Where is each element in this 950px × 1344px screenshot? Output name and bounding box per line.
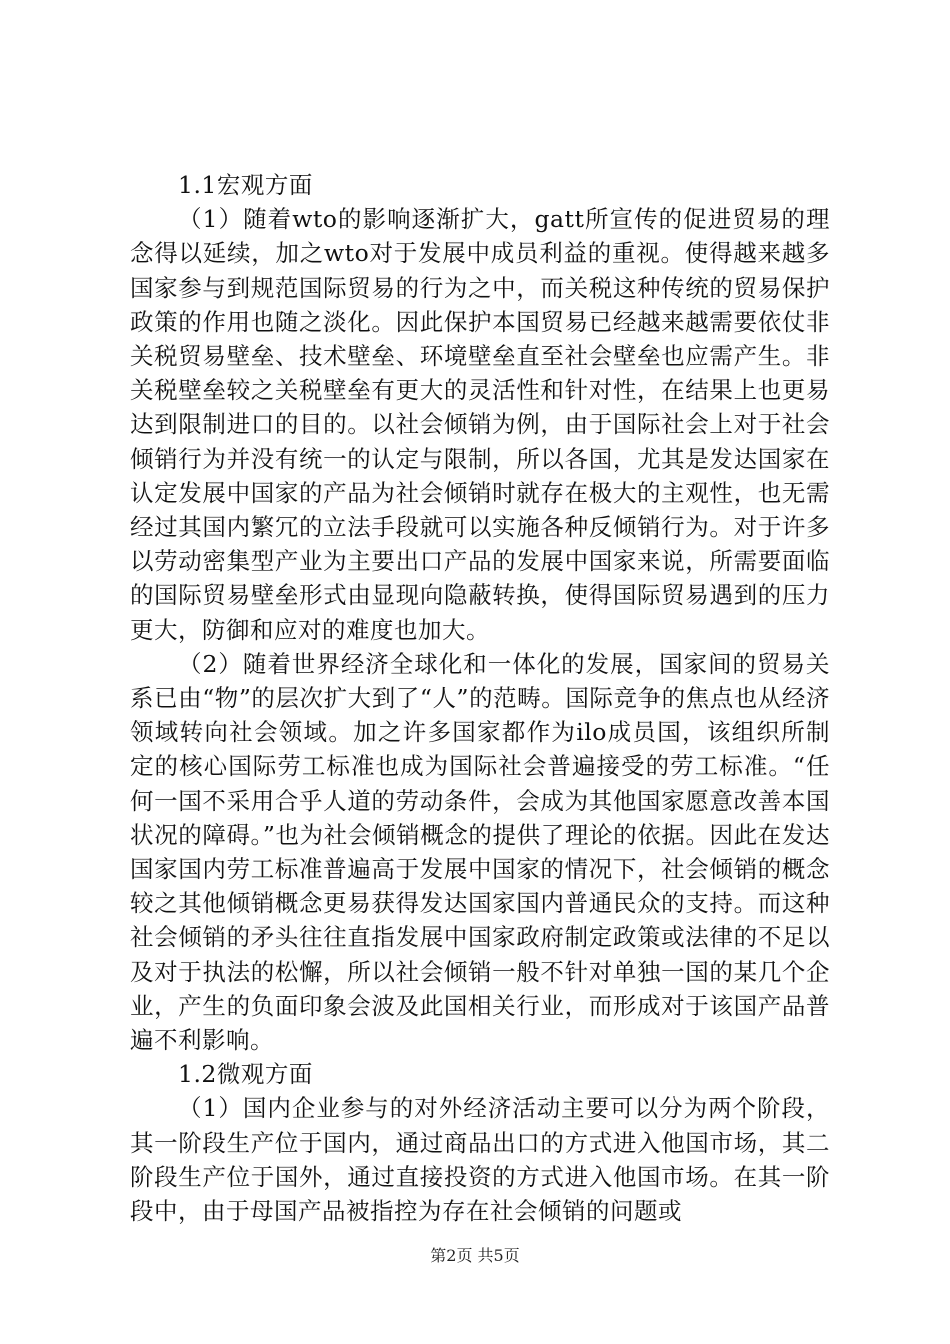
document-body	[130, 168, 830, 1228]
paragraph: （2）随着世界经济全球化和一体化的发展，国家间的贸易关系已由“物”的层次扩大到了“人”的范畴。国际竞争的焦点也从经济领域转向社会领域。加之许多国家都作为ilo成员国，该组织所制定的核心国际劳工标准也成为国际社会普遍接受的劳工标准。“任何一国不采用合乎人道的劳动条件，会成为其他国家愿意改善本国状况的障碍。”也为社会倾销概念的提供了理论的依据。因此在发达国家国内劳工标准普遍高于发展中国家的情况下，社会倾销的概念较之其他倾销概念更易获得发达国家国内普通民众的支持。而这种社会倾销的矛头往往直指发展中国家政府制定政策或法律的不足以及对于执法的松懈，所以社会倾销一般不针对单独一国的某几个企业，产生的负面印象会波及此国相关行业，而形成对于该国产品普遍不利影响。	[130, 649, 830, 1055]
page-footer: 第2页 共5页	[430, 1246, 520, 1265]
section-heading: 1.2微观方面	[178, 1060, 313, 1089]
section-heading: 1.1宏观方面	[178, 171, 313, 199]
section-micro	[130, 1057, 830, 1228]
paragraph: （1）随着wto的影响逐渐扩大，gatt所宣传的促进贸易的理念得以延续，加之wto对于发展中成员利益的重视。使得越来越多国家参与到规范国际贸易的行为之中，而关税这种传统的贸易保护政策的作用也随之淡化。因此保护本国贸易已经越来越需要依仗非关税贸易壁垒、技术壁垒、环境壁垒直至社会壁垒也应需产生。非关税壁垒较之关税壁垒有更大的灵活性和针对性，在结果上也更易达到限制进口的目的。以社会倾销为例，由于国际社会上对于社会倾销行为并没有统一的认定与限制，所以各国，尤其是发达国家在认定发展中国家的产品为社会倾销时就存在极大的主观性，也无需经过其国内繁冗的立法手段就可以实施各种反倾销行为。对于许多以劳动密集型产业为主要出口产品的发展中国家来说，所需要面临的国际贸易壁垒形式由显现向隐蔽转换，使得国际贸易遇到的压力更大，防御和应对的难度也加大。	[130, 205, 830, 644]
paragraph: （1）国内企业参与的对外经济活动主要可以分为两个阶段，其一阶段生产位于国内，通过商品出口的方式进入他国市场，其二阶段生产位于国外，通过直接投资的方式进入他国市场。在其一阶段中，由于母国产品被指控为存在社会倾销的问题或	[130, 1094, 830, 1226]
section-macro	[130, 168, 830, 1057]
